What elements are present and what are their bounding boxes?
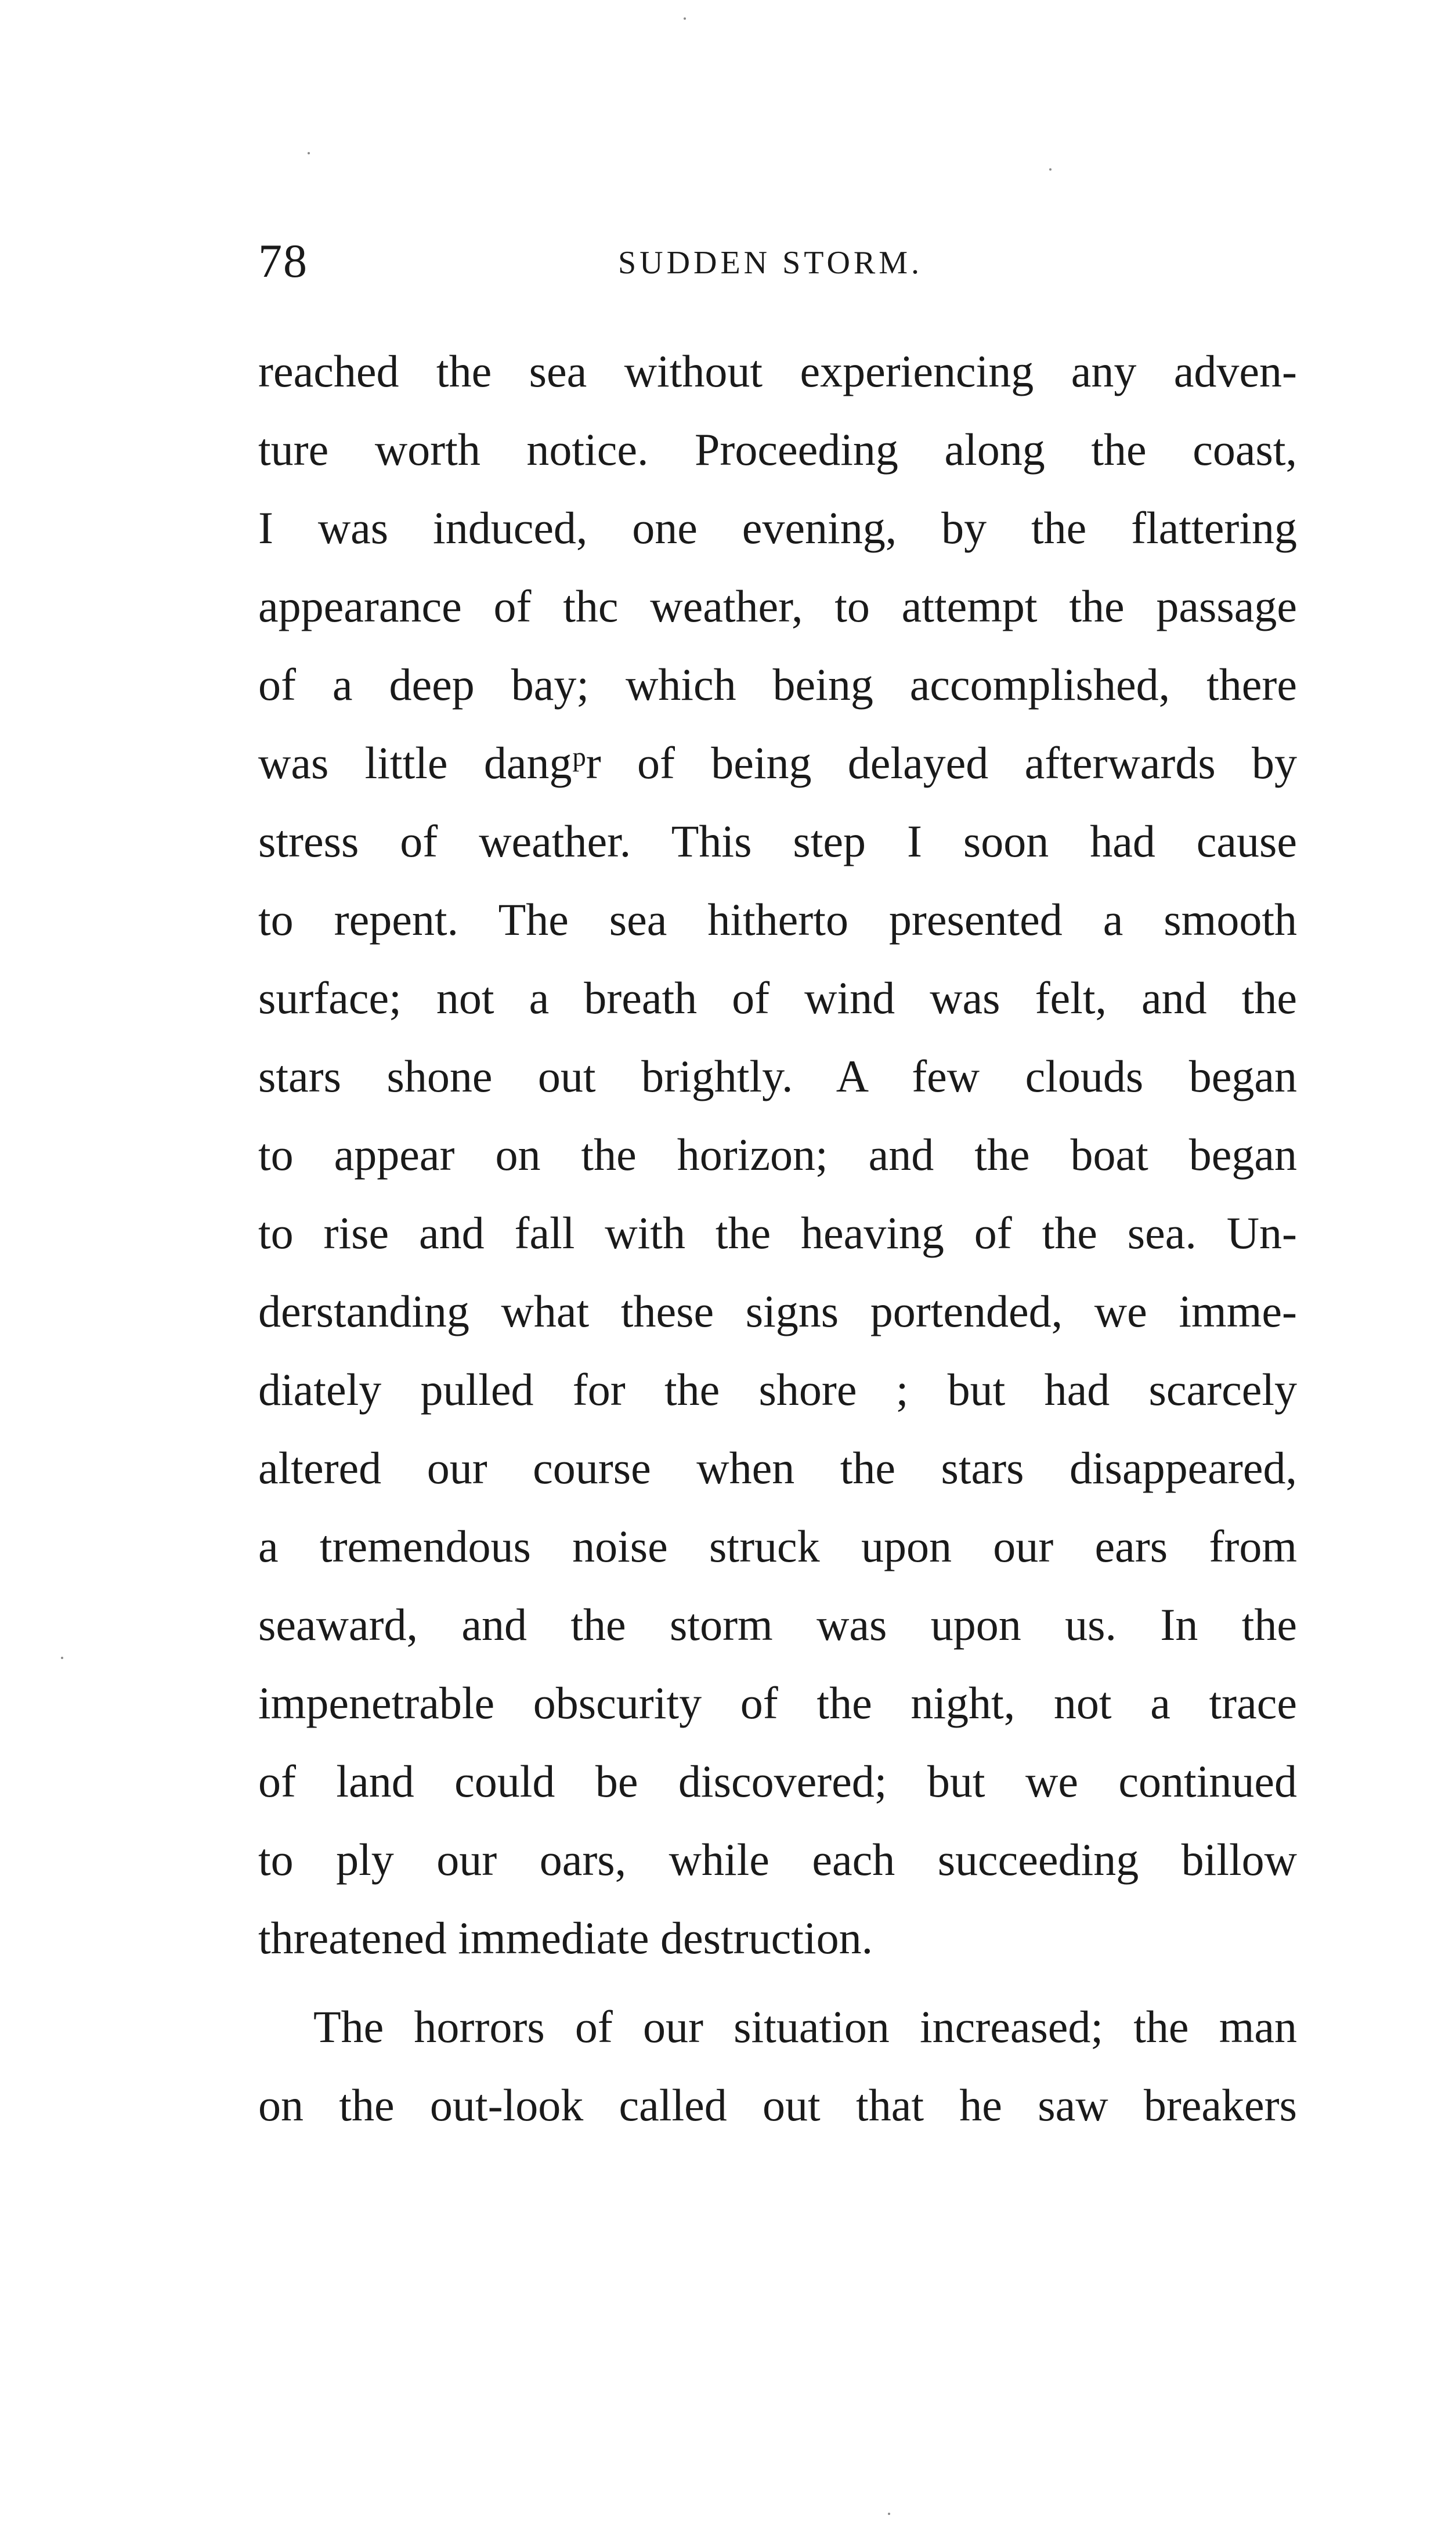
paper-speck (684, 17, 686, 20)
text-line: altered our course when the stars disappeared, (258, 1443, 1297, 1493)
text-line: on the out-look called out that he saw breakers (258, 2080, 1297, 2130)
text-line: I was induced, one evening, by the flattering (258, 503, 1297, 553)
text-line: of a deep bay; which being accomplished, there (258, 659, 1297, 710)
text-line: a tremendous noise struck upon our ears from (258, 1521, 1297, 1571)
text-line: ture worth notice. Proceeding along the coast, (258, 424, 1297, 475)
text-line: impenetrable obscurity of the night, not a trace (258, 1678, 1297, 1728)
text-line: was little dangᵖr of being delayed afterwards by (258, 738, 1297, 788)
text-line: to ply our oars, while each succeeding billow (258, 1834, 1297, 1885)
paragraph (258, 332, 1297, 1977)
text-line: of land could be discovered; but we continued (258, 1756, 1297, 1806)
text-line: diately pulled for the shore ; but had scarcely (258, 1364, 1297, 1415)
paper-speck (888, 2513, 890, 2515)
text-line: The horrors of our situation increased; the man (313, 2001, 1297, 2052)
paragraph (258, 1988, 1297, 2144)
text-line: stress of weather. This step I soon had cause (258, 816, 1297, 866)
running-title: SUDDEN STORM. (618, 245, 923, 281)
text-line: derstanding what these signs portended, we imme- (258, 1286, 1297, 1336)
text-line: surface; not a breath of wind was felt, and the (258, 973, 1297, 1023)
paper-speck (61, 1657, 63, 1659)
text-line: to repent. The sea hitherto presented a smooth (258, 894, 1297, 945)
text-line: threatened immediate destruction. (258, 1913, 873, 1963)
paragraph-gap (258, 1977, 1297, 1988)
paper-speck (1049, 168, 1052, 171)
paper-speck (308, 152, 310, 154)
text-line: reached the sea without experiencing any adven- (258, 346, 1297, 396)
text-line: to rise and fall with the heaving of the sea. Un- (258, 1208, 1297, 1258)
text-line: appearance of thc weather, to attempt the passage (258, 581, 1297, 631)
text-line: stars shone out brightly. A few clouds began (258, 1051, 1297, 1101)
body-text (258, 332, 1297, 2144)
text-line: to appear on the horizon; and the boat began (258, 1129, 1297, 1180)
page-number: 78 (258, 234, 308, 287)
running-head (258, 229, 1303, 293)
text-line: seaward, and the storm was upon us. In the (258, 1599, 1297, 1650)
